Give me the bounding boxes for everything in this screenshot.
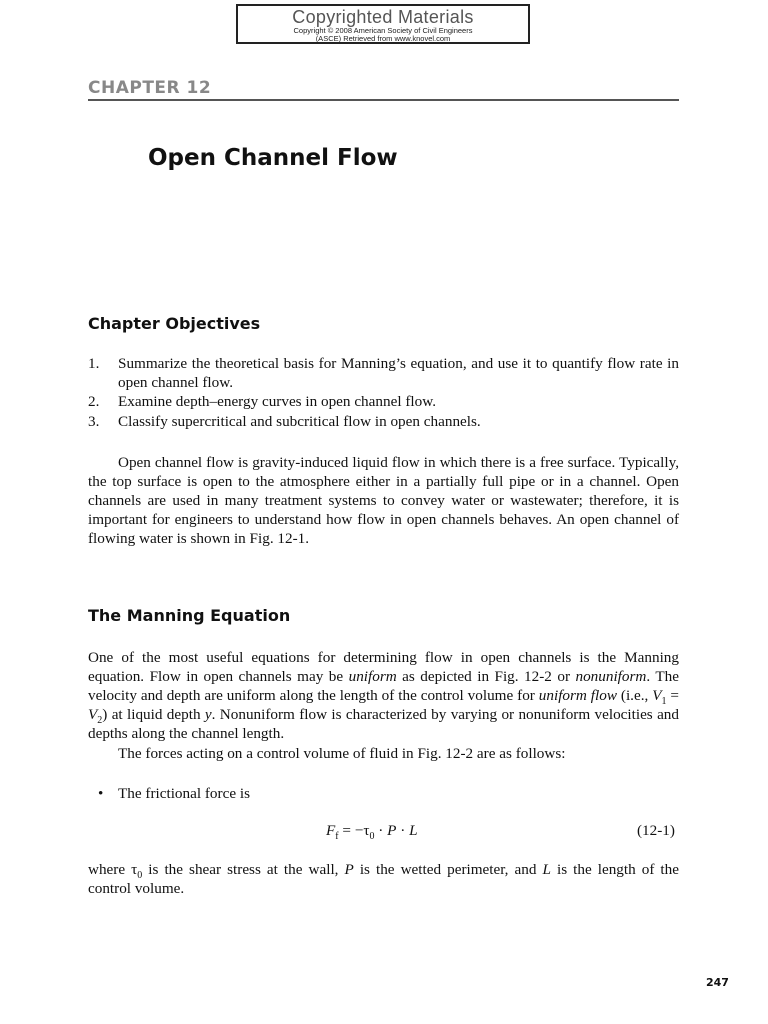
term-nonuniform: nonuniform <box>575 668 647 686</box>
where-paragraph: where $\tau_0$ is the shear stress at the wall, P is the wetted perimeter, and L is the length of the control volume. <box>88 861 679 898</box>
objective-number: 3. <box>88 412 100 430</box>
stamp-source-line: (ASCE) Retrieved from www.knovel.com <box>315 34 451 43</box>
chapter-title: Open Channel Flow <box>148 145 398 171</box>
objective-text: Classify supercritical and subcritical flow in open channels. <box>118 412 481 430</box>
bullet-frictional-force: The frictional force is <box>118 785 250 802</box>
objective-item <box>88 354 679 392</box>
objective-number: 1. <box>88 355 100 372</box>
stamp-copyright-line: Copyright © 2008 American Society of Civil Engineers <box>293 26 473 35</box>
intro-paragraph: Open channel flow is gravity-induced liquid flow in which there is a free surface. Typically, the top surface is open to the atmosphere either in a partially full pipe or in a channel. Open channels are used in many treatment systems to convey water or wastewater; therefore, it is important for engineers to understand how flow in open channels behaves. An open channel of flowing water is shown in Fig. 12-1. <box>88 454 679 548</box>
manning-heading: The Manning Equation <box>88 606 291 625</box>
objective-text: Examine depth–energy curves in open channel flow. <box>118 393 436 411</box>
objectives-list <box>88 354 679 431</box>
objective-item <box>88 412 679 431</box>
term-uniform: uniform <box>348 668 397 686</box>
objectives-heading: Chapter Objectives <box>88 314 261 333</box>
term-uniform-flow: uniform flow <box>538 687 617 705</box>
forces-paragraph: The forces acting on a control volume of fluid in Fig. 12-2 are as follows: <box>118 745 566 762</box>
copyright-stamp <box>236 4 530 44</box>
stamp-title: Copyrighted Materials <box>292 7 474 27</box>
objective-text: Summarize the theoretical basis for Manning’s equation, and use it to quantify flow rate in open channel flow. <box>118 355 679 392</box>
bullet-marker: • <box>98 785 104 802</box>
chapter-label: CHAPTER 12 <box>88 78 679 101</box>
manning-paragraph: One of the most useful equations for determining flow in open channels is the Manning equation. Flow in open channels may be uniform as depicted in Fig. 12-2 or nonuniform. The velocity and depth are uniform along the length of the control volume for uniform flow (i.e., $V_1 = V_2$) at liquid depth y. Nonuniform flow is characterized by varying or nonuniform velocities and depths along the channel length. <box>88 649 679 743</box>
objective-item <box>88 392 679 411</box>
objective-number: 2. <box>88 393 100 411</box>
page-number: 247 <box>706 976 729 989</box>
equation-number: (12-1) <box>637 822 675 839</box>
equation-12-1: $F_f = -\tau_0 \cdot P \cdot L$ <box>326 822 418 843</box>
